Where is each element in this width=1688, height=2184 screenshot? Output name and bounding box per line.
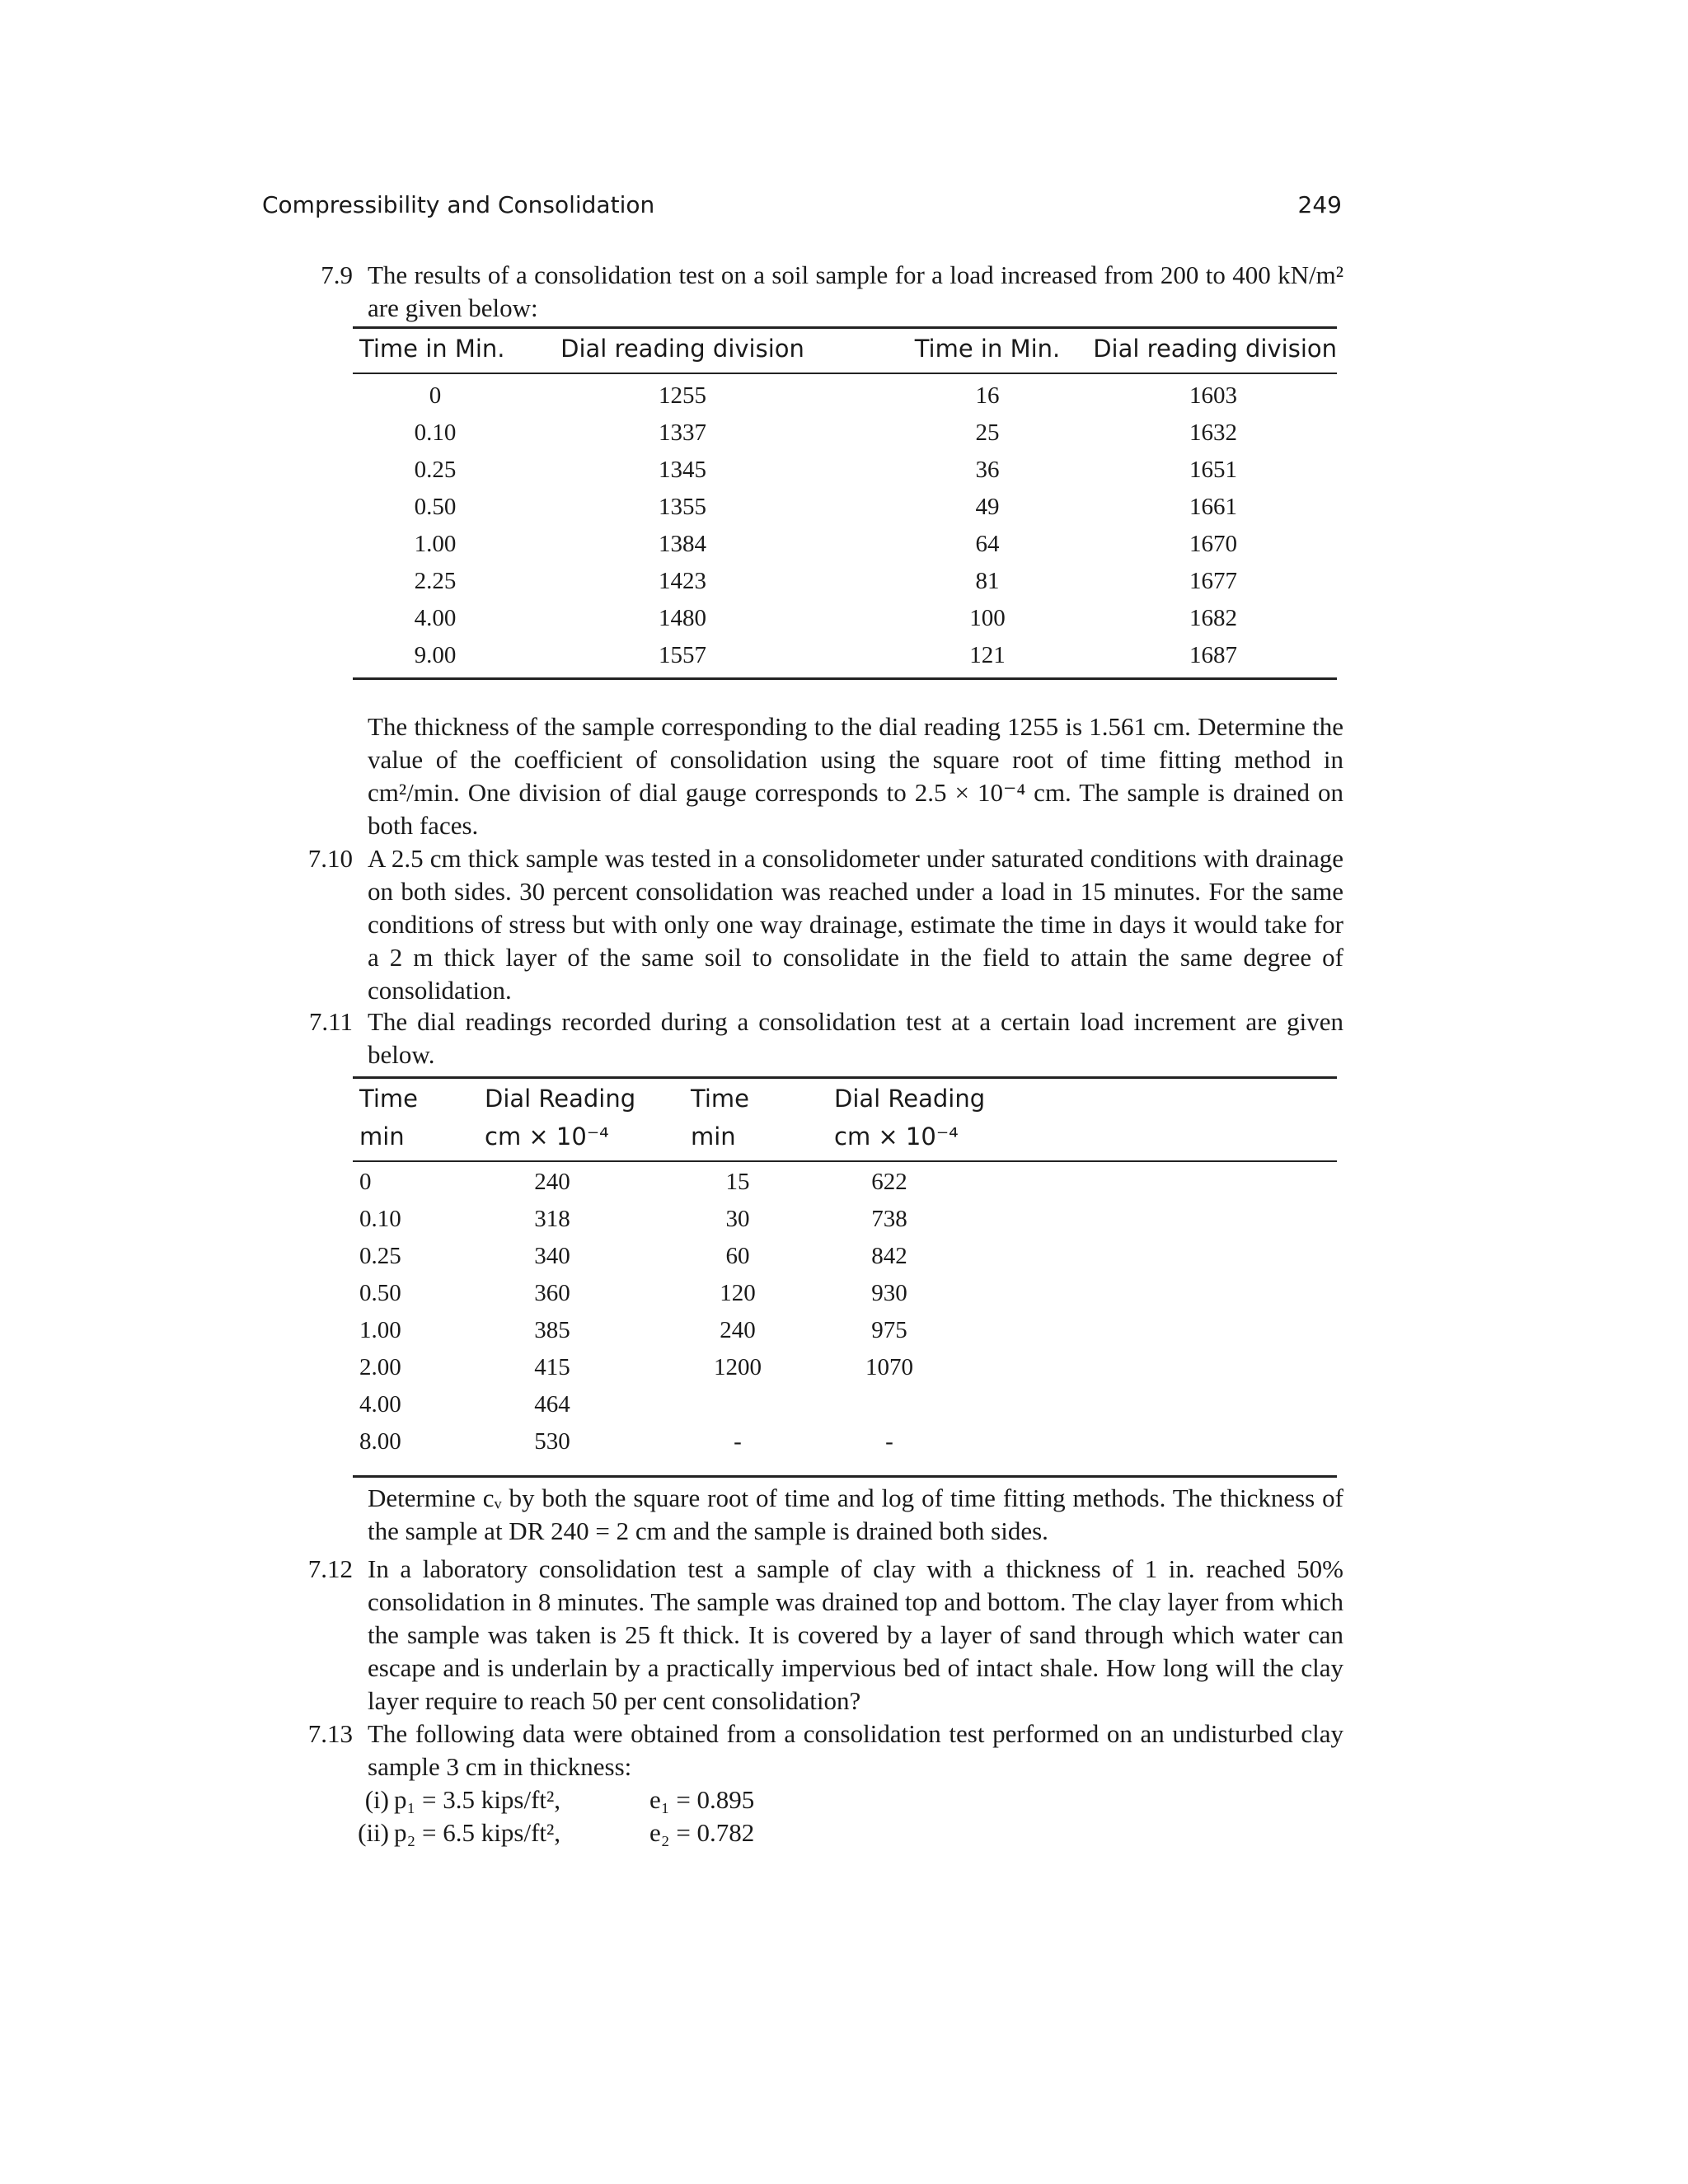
- column-header: Dial Reading: [485, 1085, 636, 1113]
- table-cell: 975: [871, 1317, 907, 1343]
- table-cell: 385: [534, 1317, 570, 1343]
- table-cell: 0.25: [414, 457, 457, 483]
- table-cell: 0.10: [359, 1206, 401, 1232]
- table-cell: 1670: [1189, 531, 1237, 557]
- table-cell: 1603: [1189, 382, 1237, 409]
- table-cell: 1661: [1189, 494, 1237, 520]
- table-cell: 622: [871, 1169, 907, 1195]
- column-unit: min: [359, 1122, 405, 1151]
- problem-7-10: [262, 842, 1343, 1007]
- void-ratio-value: e₂ = 0.782: [649, 1818, 755, 1847]
- table-cell: 60: [725, 1243, 750, 1269]
- table-cell: 318: [534, 1206, 570, 1232]
- column-header: Time in Min.: [914, 335, 1061, 363]
- problem-text: Determine cᵥ by both the square root of time and log of time fitting methods. The thickness of the sample at DR 240 = 2 cm and the sample is drained both sides.: [368, 1483, 1343, 1545]
- table-cell: 1557: [659, 642, 706, 668]
- problem-text: The following data were obtained from a consolidation test performed on an undisturbed clay sample 3 cm in thickness:: [368, 1719, 1343, 1781]
- table-cell: 100: [969, 605, 1006, 631]
- table-cell: 16: [975, 382, 1000, 409]
- pressure-value: p₂ = 6.5 kips/ft²,: [394, 1818, 561, 1847]
- running-header: [262, 191, 1342, 224]
- problem-7-9-continued: [262, 710, 1343, 842]
- problem-7-9: [262, 259, 1343, 325]
- column-header: Dial reading division: [560, 335, 804, 363]
- column-header: Time: [359, 1085, 418, 1113]
- table-cell: 81: [975, 568, 1000, 594]
- table-cell: 4.00: [414, 605, 457, 631]
- table-cell: 0.50: [359, 1280, 401, 1306]
- table-cell: -: [734, 1428, 742, 1455]
- table-cell: 0.25: [359, 1243, 401, 1269]
- table-cell: 842: [871, 1243, 907, 1269]
- table-cell: 2.00: [359, 1354, 401, 1380]
- table-cell: 0: [359, 1169, 372, 1195]
- table-cell: 2.25: [414, 568, 457, 594]
- table-cell: 240: [720, 1317, 756, 1343]
- table-cell: 1255: [659, 382, 706, 409]
- table-cell: 0.10: [414, 419, 457, 446]
- table-cell: 360: [534, 1280, 570, 1306]
- problem-number: 7.10: [307, 844, 353, 873]
- table-cell: 4.00: [359, 1391, 401, 1418]
- table-cell: 0: [429, 382, 442, 409]
- table-cell: 1337: [659, 419, 706, 446]
- table-cell: 49: [975, 494, 1000, 520]
- problem-7-13: [262, 1718, 1343, 1783]
- problem-number: 7.11: [308, 1007, 353, 1036]
- table-cell: 120: [720, 1280, 756, 1306]
- item-label: (ii): [358, 1818, 389, 1847]
- problem-text: A 2.5 cm thick sample was tested in a consolidometer under saturated conditions with drainage on both sides. 30 percent consolidation was reached under a load in 15 minutes. For the same conditions of stress but with only one way drainage, estimate the time in days it would take for a 2 m thick layer of the same soil to consolidate in the field to attain the same degree of consolidation.: [368, 844, 1343, 1005]
- table-cell: 1677: [1189, 568, 1237, 594]
- problem-7-11-continued: [262, 1482, 1343, 1548]
- problem-text: The thickness of the sample corresponding to the dial reading 1255 is 1.561 cm. Determine the value of the coefficient of consolidation using the square root of time fitting method in cm²/min. One division of dial gauge corresponds to 2.5 × 10⁻⁴ cm. The sample is drained on both faces.: [368, 712, 1343, 840]
- column-header: Dial reading division: [1093, 335, 1337, 363]
- table-cell: 340: [534, 1243, 570, 1269]
- problem-text: The dial readings recorded during a consolidation test at a certain load increment are given below.: [368, 1007, 1343, 1069]
- table-cell: 415: [534, 1354, 570, 1380]
- table-cell: 1632: [1189, 419, 1237, 446]
- problem-number: 7.12: [307, 1554, 353, 1583]
- problem-7-11: [262, 1005, 1343, 1071]
- table-cell: 1200: [714, 1354, 762, 1380]
- item-label: (i): [364, 1785, 389, 1814]
- table-cell: 8.00: [359, 1428, 401, 1455]
- table-cell: 1423: [659, 568, 706, 594]
- table-cell: 1682: [1189, 605, 1237, 631]
- table-cell: 1070: [865, 1354, 913, 1380]
- table-cell: 1345: [659, 457, 706, 483]
- table-cell: 25: [975, 419, 1000, 446]
- table-cell: 1480: [659, 605, 706, 631]
- table-cell: 30: [725, 1206, 750, 1232]
- column-header: Time in Min.: [359, 335, 505, 363]
- problem-text: The results of a consolidation test on a soil sample for a load increased from 200 to 400 kN/m² are given below:: [368, 260, 1343, 322]
- page-number: 249: [1297, 191, 1342, 218]
- table-cell: 1355: [659, 494, 706, 520]
- table-cell: 36: [975, 457, 1000, 483]
- pressure-value: p₁ = 3.5 kips/ft²,: [394, 1785, 561, 1814]
- table-cell: 464: [534, 1391, 570, 1418]
- problem-number: 7.9: [321, 260, 353, 289]
- column-header: Time: [691, 1085, 749, 1113]
- problem-number: 7.13: [307, 1719, 353, 1748]
- table-cell: 1651: [1189, 457, 1237, 483]
- table-cell: 1.00: [359, 1317, 401, 1343]
- table-cell: 240: [534, 1169, 570, 1195]
- column-header: Dial Reading: [834, 1085, 986, 1113]
- column-unit: cm × 10⁻⁴: [485, 1122, 609, 1151]
- table-cell: 15: [725, 1169, 750, 1195]
- table-cell: 1384: [659, 531, 706, 557]
- column-unit: cm × 10⁻⁴: [834, 1122, 959, 1151]
- table-cell: 1.00: [414, 531, 457, 557]
- problem-7-12: [262, 1553, 1343, 1718]
- table-cell: 121: [969, 642, 1006, 668]
- table-cell: 1687: [1189, 642, 1237, 668]
- void-ratio-value: e₁ = 0.895: [649, 1785, 755, 1814]
- table-cell: -: [885, 1428, 893, 1455]
- table-cell: 530: [534, 1428, 570, 1455]
- column-unit: min: [691, 1122, 736, 1151]
- table-cell: 9.00: [414, 642, 457, 668]
- chapter-title: Compressibility and Consolidation: [262, 191, 655, 218]
- problem-text: In a laboratory consolidation test a sample of clay with a thickness of 1 in. reached 50% consolidation in 8 minutes. The sample was drained top and bottom. The clay layer from which the sample was taken is 25 ft thick. It is covered by a layer of sand through which water can escape and is underlain by a practically impervious bed of intact shale. How long will the clay layer require to reach 50 per cent consolidation?: [368, 1554, 1343, 1715]
- table-cell: 0.50: [414, 494, 457, 520]
- table-cell: 64: [975, 531, 1000, 557]
- table-cell: 738: [871, 1206, 907, 1232]
- table-cell: 930: [871, 1280, 907, 1306]
